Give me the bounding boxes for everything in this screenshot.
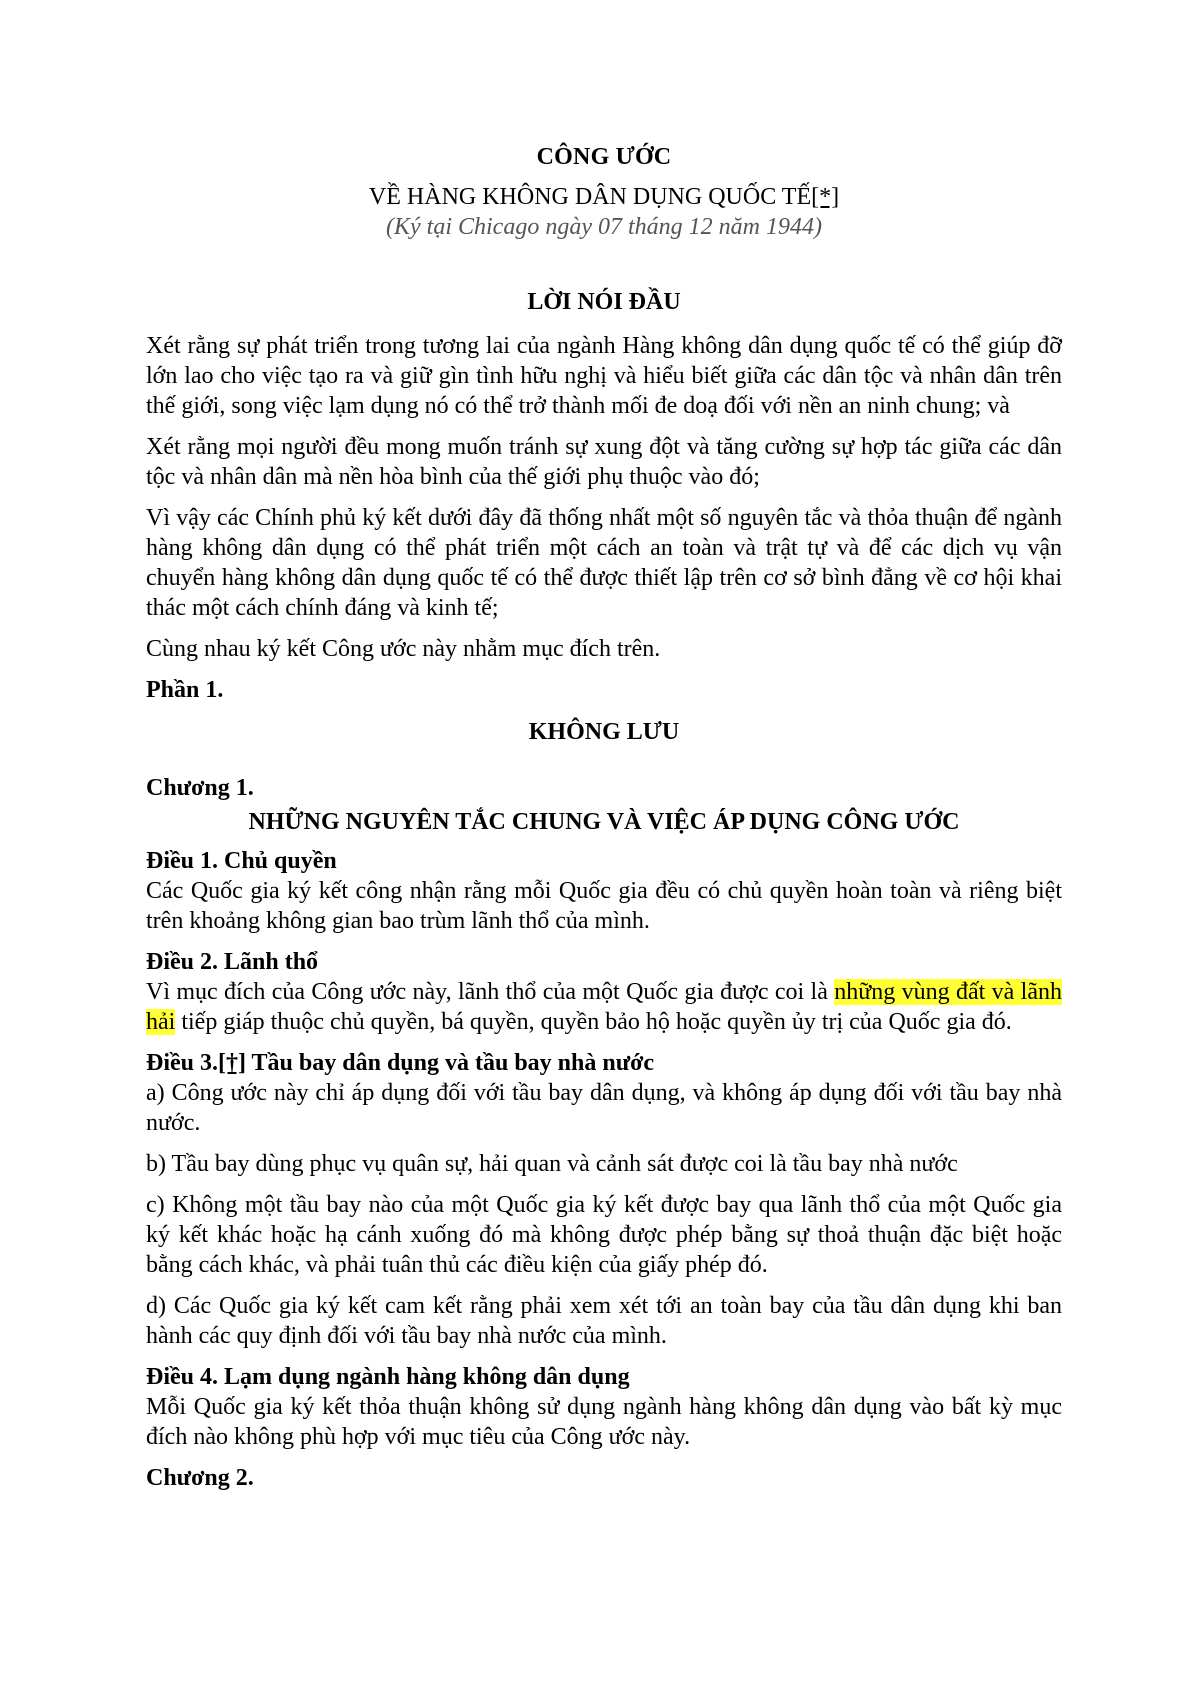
subtitle-text: VỀ HÀNG KHÔNG DÂN DỤNG QUỐC TẾ — [368, 184, 812, 210]
article-1-title: Điều 1. Chủ quyền — [146, 848, 337, 874]
article-2-text — [146, 977, 1062, 1037]
article-2-text-before: Vì mục đích của Công ước này, lãnh thổ của một Quốc gia được coi là — [146, 979, 835, 1005]
preamble-paragraph-2: Xét rằng mọi người đều mong muốn tránh sự xung đột và tăng cường sự hợp tác giữa các dân tộc và nhân dân mà nền hòa bình của thế giới phụ thuộc vào đó; — [146, 434, 1062, 490]
preamble-paragraph-3: Vì vậy các Chính phủ ký kết dưới đây đã thống nhất một số nguyên tắc và thỏa thuận để ngành hàng không dân dụng có thể phát triển một cách an toàn và trật tự và để các dịch vụ vận chuyển hàng không dân dụng quốc tế có thể được thiết lập trên cơ sở bình đẳng về cơ hội khai thác một cách chính đáng và kinh tế; — [146, 505, 1062, 621]
article-3-item-a: a) Công ước này chỉ áp dụng đối với tầu bay dân dụng, và không áp dụng đối với tầu bay nhà nước. — [146, 1080, 1062, 1136]
article-3-title-rest: Tầu bay dân dụng và tầu bay nhà nước — [245, 1050, 655, 1076]
article-3-title-prefix: Điều 3. — [146, 1050, 218, 1076]
article-4-text: Mỗi Quốc gia ký kết thỏa thuận không sử dụng ngành hàng không dân dụng vào bất kỳ mục đích nào không phù hợp với mục tiêu của Công ước này. — [146, 1394, 1062, 1450]
subtitle-footnote-link[interactable]: [*] — [811, 184, 840, 210]
article-3-footnote-link[interactable]: [†] — [218, 1050, 246, 1076]
article-3-item-b: b) Tầu bay dùng phục vụ quân sự, hải quan và cảnh sát được coi là tầu bay nhà nước — [146, 1151, 958, 1177]
article-3-title — [146, 1048, 1062, 1078]
preamble-heading: LỜI NÓI ĐẦU — [527, 289, 681, 315]
preamble-paragraph-1: Xét rằng sự phát triển trong tương lai của ngành Hàng không dân dụng quốc tế có thể giúp đỡ lớn lao cho việc tạo ra và giữ gìn tình hữu nghị và hiểu biết giữa các dân tộc và nhân dân trên thế giới, song việc lạm dụng nó có thể trở thành mối đe doạ đối với nền an ninh chung; và — [146, 333, 1062, 419]
preamble-paragraph-4: Cùng nhau ký kết Công ước này nhằm mục đích trên. — [146, 636, 661, 662]
article-3 — [146, 1048, 1062, 1351]
article-4-title: Điều 4. Lạm dụng ngành hàng không dân dụng — [146, 1364, 630, 1390]
signed-note: (Ký tại Chicago ngày 07 tháng 12 năm 1944) — [386, 214, 822, 240]
article-4 — [146, 1362, 1062, 1452]
chapter-1-title: NHỮNG NGUYÊN TẮC CHUNG VÀ VIỆC ÁP DỤNG CÔNG ƯỚC — [248, 809, 960, 835]
article-2-title: Điều 2. Lãnh thổ — [146, 949, 319, 975]
article-3-item-d: d) Các Quốc gia ký kết cam kết rằng phải xem xét tới an toàn bay của tầu dân dụng khi ban hành các quy định đối với tầu bay nhà nước của mình. — [146, 1293, 1062, 1349]
article-3-item-c: c) Không một tầu bay nào của một Quốc gia ký kết được bay qua lãnh thổ của một Quốc gia ký kết khác hoặc hạ cánh xuống đó mà không được phép bằng sự thoả thuận đặc biệt hoặc bằng cách khác, và phải tuân thủ các điều kiện của giấy phép đó. — [146, 1192, 1062, 1278]
article-2 — [146, 947, 1062, 1037]
part-title: KHÔNG LƯU — [528, 719, 680, 745]
part-label: Phần 1. — [146, 677, 224, 703]
chapter-1-label: Chương 1. — [146, 775, 254, 801]
article-2-highlighted-text: những vùng đất và lãnh hải — [146, 979, 1062, 1035]
article-1-text: Các Quốc gia ký kết công nhận rằng mỗi Quốc gia đều có chủ quyền hoàn toàn và riêng biệt trên khoảng không gian bao trùm lãnh thổ của mình. — [146, 878, 1062, 934]
document-subtitle — [146, 181, 1062, 213]
chapter-2-label: Chương 2. — [146, 1465, 254, 1491]
article-1 — [146, 846, 1062, 936]
article-2-text-after: tiếp giáp thuộc chủ quyền, bá quyền, quyền bảo hộ hoặc quyền ủy trị của Quốc gia đó. — [175, 1009, 1012, 1035]
document-title: CÔNG ƯỚC — [536, 144, 672, 170]
